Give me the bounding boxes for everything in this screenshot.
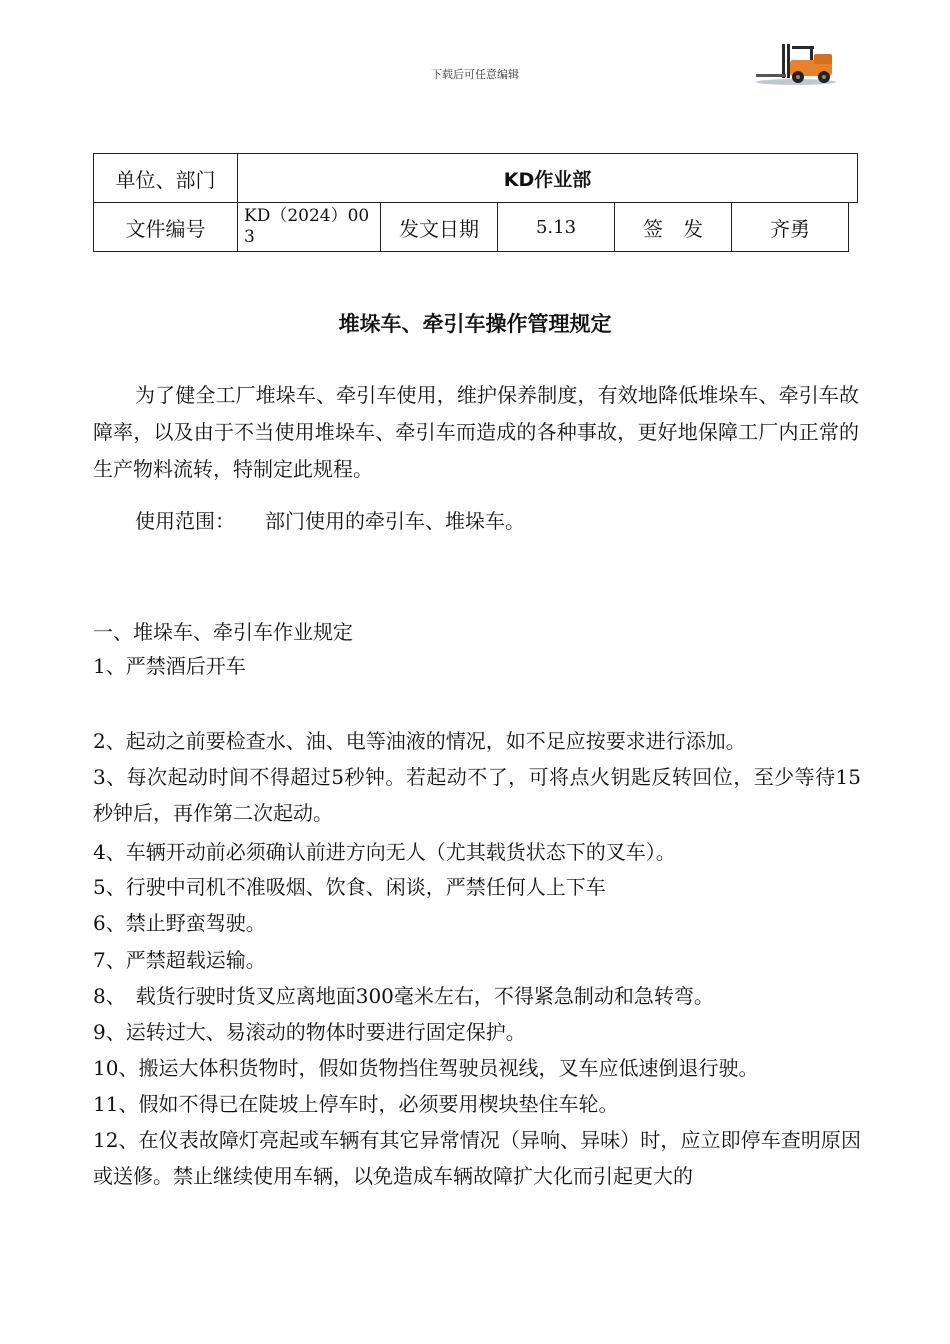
date-value: 5.13 <box>498 203 615 252</box>
unit-label: 单位、部门 <box>94 154 238 203</box>
rule-item: 5、行驶中司机不准吸烟、饮食、闲谈，严禁任何人上下车 <box>93 875 606 899</box>
rule-item: 3、每次起动时间不得超过5秒钟。若起动不了，可将点火钥匙反转回位，至少等待15秒钟后，再作第二次起动。 <box>93 765 861 825</box>
section-heading: 一、堆垛车、牵引车作业规定 <box>93 620 353 644</box>
file-no-value: KD（2024）003 <box>238 203 381 252</box>
unit-value: KD作业部 <box>238 154 858 203</box>
document-title: 堆垛车、牵引车操作管理规定 <box>338 312 612 336</box>
rule-item: 9、运转过大、易滚动的物体时要进行固定保护。 <box>93 1020 526 1044</box>
sign-label: 签 发 <box>615 203 732 252</box>
rule-item: 12、在仪表故障灯亮起或车辆有其它异常情况（异响、异味）时，应立即停车查明原因或送修。禁止继续使用车辆，以免造成车辆故障扩大化而引起更大的 <box>93 1128 861 1188</box>
file-no-label: 文件编号 <box>94 203 238 252</box>
scope-value: 部门使用的牵引车、堆垛车。 <box>265 509 525 533</box>
rule-item: 1、严禁酒后开车 <box>93 654 246 678</box>
forklift-icon <box>752 40 836 86</box>
rule-item: 7、严禁超载运输。 <box>93 948 266 972</box>
rule-item: 8、 载货行驶时货叉应离地面300毫米左右，不得紧急制动和急转弯。 <box>93 984 714 1008</box>
rule-item: 10、搬运大体积货物时，假如货物挡住驾驶员视线，叉车应低速倒退行驶。 <box>93 1056 759 1080</box>
table-gap-cell <box>849 203 858 252</box>
rule-item: 11、假如不得已在陡坡上停车时，必须要用楔块垫住车轮。 <box>93 1092 619 1116</box>
document-info-table <box>93 153 858 252</box>
scope-line <box>93 503 863 539</box>
sign-value: 齐勇 <box>732 203 849 252</box>
intro-paragraph: 为了健全工厂堆垛车、牵引车使用，维护保养制度，有效地降低堆垛车、牵引车故障率，以及由于不当使用堆垛车、牵引车而造成的各种事故，更好地保障工厂内正常的生产物料流转，特制定此规程。 <box>93 383 859 481</box>
rule-item: 4、车辆开动前必须确认前进方向无人（尤其载货状态下的叉车）。 <box>93 840 676 864</box>
rule-item: 2、起动之前要检查水、油、电等油液的情况，如不足应按要求进行添加。 <box>93 729 746 753</box>
scope-label: 使用范围： <box>135 509 235 533</box>
rule-item: 6、禁止野蛮驾驶。 <box>93 911 266 935</box>
header-note: 下载后可任意编辑 <box>431 68 519 81</box>
table-row <box>94 203 858 252</box>
table-row <box>94 154 858 203</box>
date-label: 发文日期 <box>381 203 498 252</box>
